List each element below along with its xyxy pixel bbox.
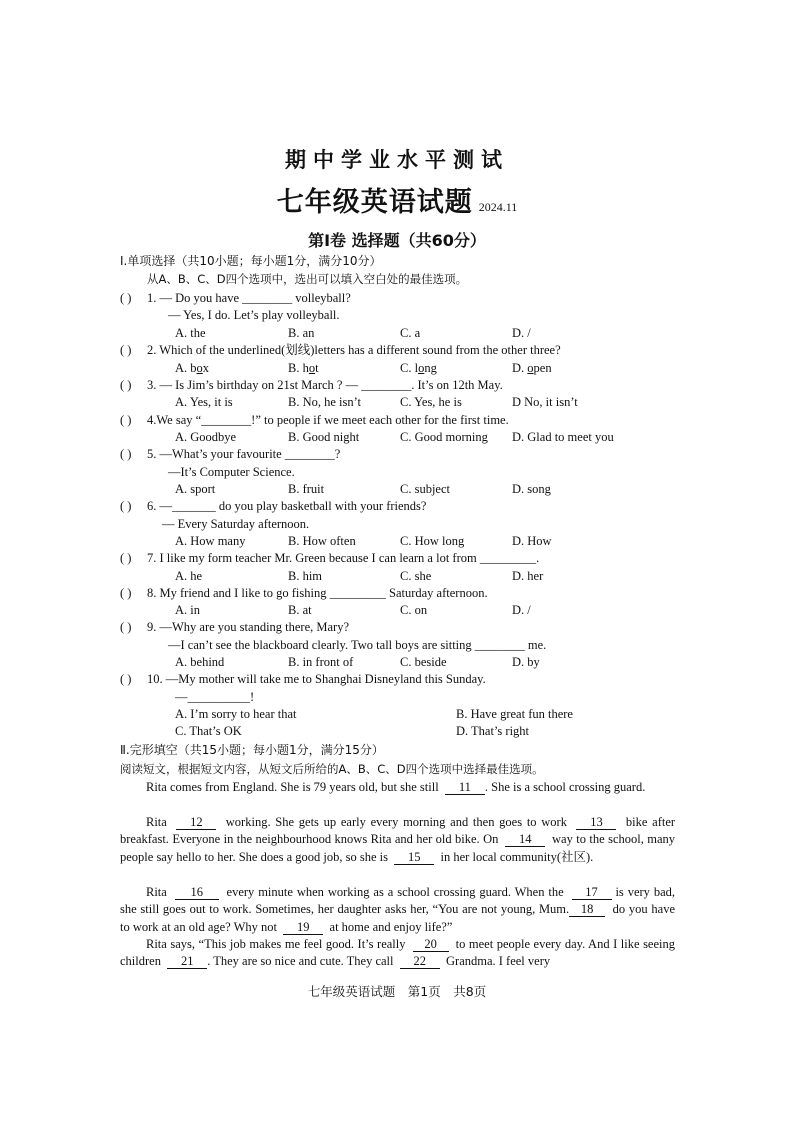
passage-text: bike after breakfast. Everyone in the neighbourhood knows Rita and her old bike. On <box>120 815 676 847</box>
option-text: C. l <box>400 361 419 375</box>
option-b[interactable]: B. fruit <box>288 482 325 496</box>
option-d[interactable] <box>512 360 552 376</box>
exam-title-block <box>0 180 794 219</box>
passage-text: do you have to work at an old age? Why not <box>120 902 676 934</box>
option-b[interactable]: B. him <box>288 569 323 583</box>
option-a[interactable] <box>175 360 209 376</box>
option-d[interactable]: D No, it isn’t <box>512 395 578 409</box>
part-title: 第Ⅰ卷 选择题（共60分） <box>308 231 486 250</box>
question-text: 7. I like my form teacher Mr. Green because I can learn a lot from _________. <box>147 551 540 565</box>
exam-subtitle: 期中学业水平测试 <box>285 147 509 172</box>
passage-text: is very bad, she still goes out to work. Sometimes, her daughter asks her, “You are not young, Mum. <box>120 885 676 917</box>
passage-text: way to the school, many people say hello to her. She does a good job, so she is <box>120 832 676 864</box>
option-c[interactable]: C. Good morning <box>400 430 488 444</box>
answer-paren[interactable]: ( ) <box>120 551 132 565</box>
question-text: 10. —My mother will take me to Shanghai Disneyland this Sunday. <box>147 672 486 686</box>
question-9-reply: —I can’t see the blackboard clearly. Two tall boys are sitting ________ me. <box>168 638 547 652</box>
question-text: 8. My friend and I like to go fishing _________ Saturday afternoon. <box>147 586 488 600</box>
passage-text: to meet people every day. And I like seeing children <box>120 937 676 969</box>
option-c[interactable]: C. That’s OK <box>175 724 242 738</box>
passage-text: every minute when working as a school crossing guard. When the <box>226 885 564 899</box>
option-d[interactable]: D. Glad to meet you <box>512 430 614 444</box>
option-c[interactable]: C. Yes, he is <box>400 395 462 409</box>
option-a[interactable]: A. behind <box>175 655 225 669</box>
section2-heading: Ⅱ.完形填空（共15小题；每小题1分，满分15分） <box>120 743 384 757</box>
question-text: 6. —_______ do you play basketball with your friends? <box>147 499 427 513</box>
option-text: t <box>315 361 319 375</box>
passage-text: Rita <box>146 885 167 899</box>
passage-text: at home and enjoy life?” <box>329 919 453 934</box>
option-a[interactable]: A. in <box>175 603 200 617</box>
blank-17[interactable]: 17 <box>572 885 612 900</box>
passage-text: Rita comes from England. She is 79 years old, but she still <box>146 780 439 794</box>
passage-paragraph-4 <box>120 936 675 971</box>
exam-title: 七年级英语试题 <box>276 187 473 218</box>
question-5-reply: —It’s Computer Science. <box>168 465 295 479</box>
option-d[interactable]: D. That’s right <box>456 724 530 738</box>
option-d[interactable]: D. / <box>512 603 531 617</box>
option-d[interactable]: D. How <box>512 534 552 548</box>
option-c[interactable]: C. How long <box>400 534 465 548</box>
passage-text: . They are so nice and cute. They call <box>207 954 394 969</box>
option-a[interactable]: A. Goodbye <box>175 430 237 444</box>
option-d[interactable]: D. song <box>512 482 551 496</box>
option-d[interactable]: D. her <box>512 569 544 583</box>
question-text: 4.We say “________!” to people if we meet each other for the first time. <box>147 413 509 427</box>
option-text: B. h <box>288 361 309 375</box>
answer-paren[interactable]: ( ) <box>120 620 132 634</box>
blank-21[interactable]: 21 <box>167 954 207 969</box>
underlined-letter: o <box>527 361 534 375</box>
passage-text: . She is a school crossing guard. <box>484 780 646 794</box>
option-d[interactable]: D. by <box>512 655 540 669</box>
option-a[interactable]: A. How many <box>175 534 246 548</box>
option-c[interactable]: C. she <box>400 569 432 583</box>
passage-text: working. She gets up early every morning and then goes to work <box>225 815 567 829</box>
blank-15[interactable]: 15 <box>394 850 434 865</box>
answer-paren[interactable]: ( ) <box>120 499 132 513</box>
answer-paren[interactable]: ( ) <box>120 672 132 686</box>
question-text: 5. —What’s your favourite ________? <box>147 447 341 461</box>
option-b[interactable]: B. an <box>288 326 315 340</box>
section1-heading: Ⅰ.单项选择（共10小题；每小题1分，满分10分） <box>120 254 382 268</box>
option-text: x <box>202 361 210 375</box>
passage-paragraph-2 <box>120 814 675 866</box>
page-footer: 七年级英语试题 第1页 共8页 <box>307 984 487 999</box>
question-text: 9. —Why are you standing there, Mary? <box>147 620 350 634</box>
answer-paren[interactable]: ( ) <box>120 447 132 461</box>
blank-19[interactable]: 19 <box>283 920 323 935</box>
option-b[interactable]: B. No, he isn’t <box>288 395 362 409</box>
question-10-reply: —__________! <box>175 690 255 704</box>
option-a[interactable]: A. I’m sorry to hear that <box>175 707 297 721</box>
answer-paren[interactable]: ( ) <box>120 413 132 427</box>
answer-paren[interactable]: ( ) <box>120 378 132 392</box>
option-b[interactable]: B. at <box>288 603 312 617</box>
section1-instruction: 从A、B、C、D四个选项中，选出可以填入空白处的最佳选项。 <box>147 272 468 286</box>
option-text: A. b <box>175 361 197 375</box>
question-text: 2. Which of the underlined(划线)letters has a different sound from the other three? <box>147 343 561 357</box>
option-c[interactable] <box>400 360 437 376</box>
option-b[interactable] <box>288 360 319 376</box>
option-a[interactable]: A. he <box>175 569 203 583</box>
blank-13[interactable]: 13 <box>576 815 616 830</box>
option-text: pen <box>533 361 552 375</box>
blank-22[interactable]: 22 <box>400 954 440 969</box>
underlined-letter: o <box>196 361 203 375</box>
section2-instruction: 阅读短文，根据短文内容，从短文后所给的A、B、C、D四个选项中选择最佳选项。 <box>120 762 544 776</box>
passage-text: in her local community(社区). <box>440 849 594 864</box>
option-c[interactable]: C. beside <box>400 655 447 669</box>
blank-11[interactable]: 11 <box>445 780 485 795</box>
passage-text: Rita says, “This job makes me feel good. It’s really <box>146 937 406 951</box>
option-c[interactable]: C. on <box>400 603 428 617</box>
passage-text: Rita <box>146 815 167 829</box>
answer-paren[interactable]: ( ) <box>120 343 132 357</box>
option-b[interactable]: B. Have great fun there <box>456 707 573 721</box>
underlined-letter: o <box>308 361 316 375</box>
answer-paren[interactable]: ( ) <box>120 291 132 305</box>
option-b[interactable]: B. in front of <box>288 655 354 669</box>
option-text: ng <box>424 361 437 375</box>
option-d[interactable]: D. / <box>512 326 531 340</box>
passage-paragraph-1 <box>120 779 675 796</box>
option-a[interactable]: A. sport <box>175 482 216 496</box>
blank-12[interactable]: 12 <box>176 815 216 830</box>
question-text: 1. — Do you have ________ volleyball? <box>147 291 351 305</box>
option-c[interactable]: C. a <box>400 326 421 340</box>
option-text: D. <box>512 361 528 375</box>
option-a[interactable]: A. the <box>175 326 206 340</box>
blank-16[interactable]: 16 <box>175 885 219 900</box>
answer-paren[interactable]: ( ) <box>120 586 132 600</box>
option-a[interactable]: A. Yes, it is <box>175 395 233 409</box>
question-6-reply: — Every Saturday afternoon. <box>162 517 310 531</box>
question-text: 3. — Is Jim’s birthday on 21st March ? — ________. It’s on 12th May. <box>147 378 503 392</box>
passage-text: Grandma. I feel very <box>446 954 551 969</box>
blank-18[interactable]: 18 <box>569 902 605 917</box>
exam-date: 2024.11 <box>478 200 518 214</box>
question-1-reply: — Yes, I do. Let’s play volleyball. <box>168 308 340 322</box>
option-c[interactable]: C. subject <box>400 482 450 496</box>
underlined-letter: o <box>418 361 425 375</box>
option-b[interactable]: B. Good night <box>288 430 360 444</box>
blank-20[interactable]: 20 <box>413 937 449 952</box>
blank-14[interactable]: 14 <box>505 832 545 847</box>
option-b[interactable]: B. How often <box>288 534 356 548</box>
passage-paragraph-3 <box>120 884 675 936</box>
